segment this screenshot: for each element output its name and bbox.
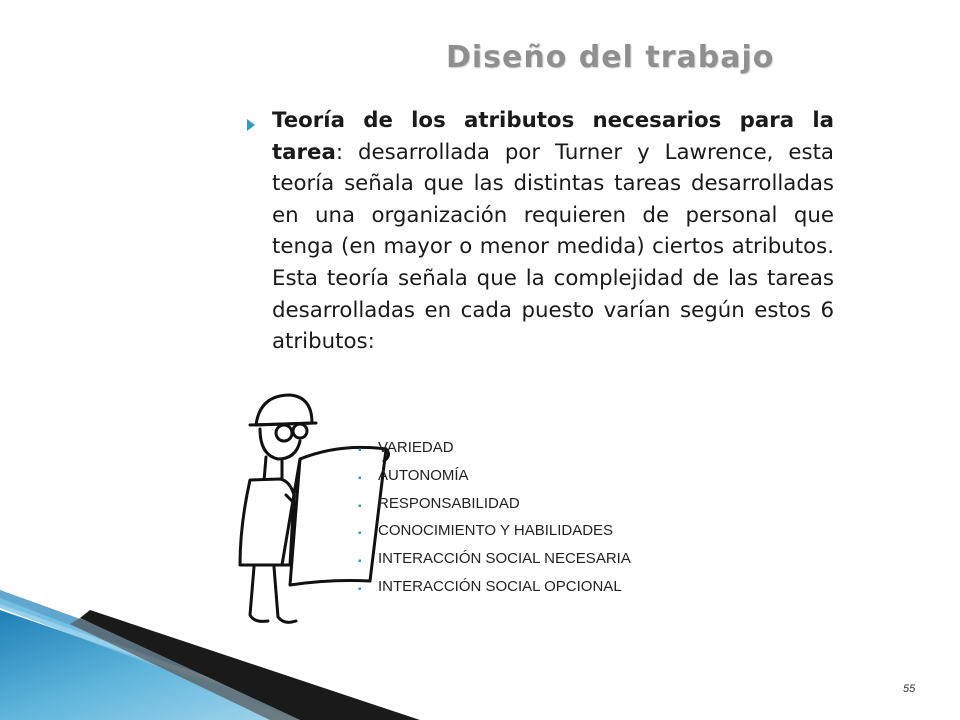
small-dot-icon: ▪: [358, 528, 362, 540]
bullet-text: : desarrollada por Turner y Lawrence, esta teoría señala que las distintas tareas desarrolladas en una organización requieren de personal que tenga (en mayor o menor medida) ciertos atributos. Esta teoría señala que la complejidad de las tareas desarrolladas en cada puesto varían según estos 6 atributos:: [272, 139, 834, 355]
small-dot-icon: ▪: [358, 500, 362, 512]
page-number: 55: [903, 683, 916, 695]
small-dot-icon: ▪: [358, 583, 362, 595]
list-item: ▪ INTERACCIÓN SOCIAL NECESARIA: [358, 548, 631, 576]
list-item: ▪ VARIEDAD: [358, 437, 631, 465]
slide-title: Diseño del trabajo: [446, 40, 775, 75]
list-item: ▪ CONOCIMIENTO Y HABILIDADES: [358, 520, 631, 548]
bullet-term: Teoría de los atributos necesarios para la tarea: [272, 108, 834, 165]
small-dot-icon: ▪: [358, 472, 362, 484]
small-dot-icon: ▪: [358, 445, 362, 456]
small-dot-icon: ▪: [358, 556, 362, 568]
bullet-paragraph: [272, 105, 834, 358]
list-item: ▪ AUTONOMÍA: [358, 465, 631, 493]
attributes-list: [358, 437, 631, 604]
list-item: ▪ RESPONSABILIDAD: [358, 493, 631, 521]
list-item: ▪ INTERACCIÓN SOCIAL OPCIONAL: [358, 576, 631, 604]
triangle-arrow-icon: [247, 119, 255, 131]
